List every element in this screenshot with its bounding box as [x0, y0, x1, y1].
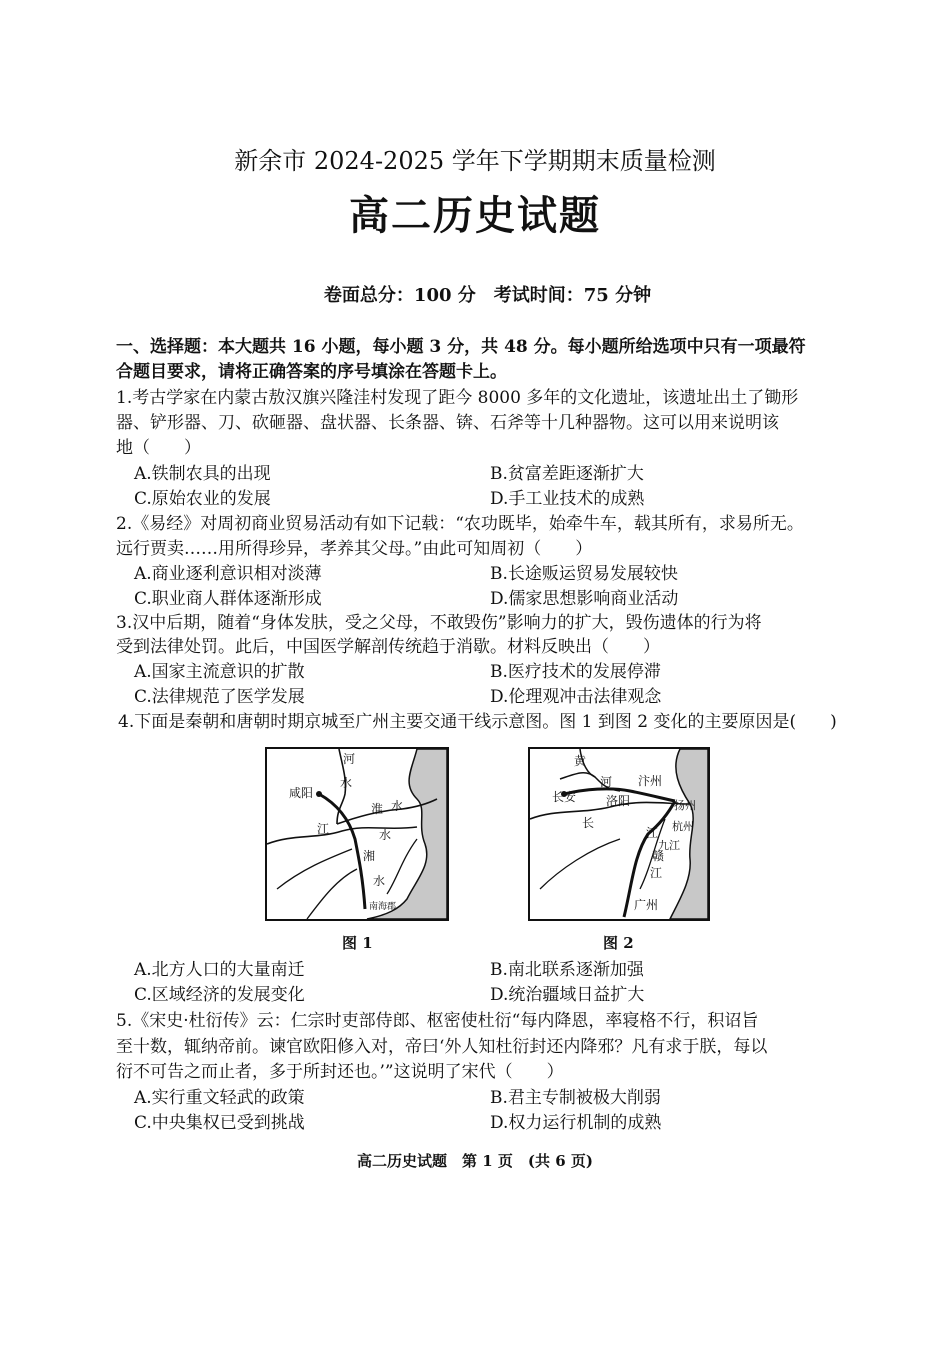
fig2-label-jiang-2: 江	[650, 866, 663, 880]
q2-stem-line1: 2.《易经》对周初商业贸易活动有如下记载：“农功既毕，始牵牛车，载其所有，求易所无。	[116, 514, 804, 534]
fig1-label-jiang: 江	[317, 822, 330, 836]
figure-2-tang-route-map	[528, 747, 710, 921]
fig1-label-nanhaijun: 南海郡	[369, 902, 397, 912]
q3-option-b: B.医疗技术的发展停滞	[490, 662, 661, 682]
figure-1-qin-route-map	[265, 747, 449, 921]
q3-stem-line1: 3.汉中后期，随着“身体发肤，受之父母，不敢毁伤”影响力的扩大，毁伤遗体的行为将	[116, 613, 762, 633]
fig2-label-luoyang: 洛阳	[606, 794, 631, 808]
fig1-label-he: 河	[343, 752, 356, 766]
fig2-label-he: 河	[600, 775, 613, 789]
fig2-label-hangzhou: 杭州	[672, 820, 694, 833]
exam-subtitle: 新余市 2024-2025 学年下学期期末质量检测	[234, 147, 716, 175]
q1-option-b: B.贫富差距逐渐扩大	[490, 464, 644, 484]
q2-option-b: B.长途贩运贸易发展较快	[490, 564, 678, 584]
q3-stem-line2: 受到法律处罚。此后，中国医学解剖传统趋于消歇。材料反映出（ ）	[116, 637, 660, 657]
q1-stem-line3: 地（ ）	[116, 438, 201, 458]
q4-option-d: D.统治疆域日益扩大	[490, 985, 645, 1005]
fig2-label-yangzhou: 扬州	[674, 799, 696, 812]
q1-stem-line1: 1.考古学家在内蒙古敖汉旗兴隆洼村发现了距今 8000 多年的文化遗址，该遗址出土了锄形	[116, 388, 799, 408]
q2-option-a: A.商业逐利意识相对淡薄	[134, 564, 322, 584]
q2-stem-line2: 远行贾卖……用所得珍异，孝养其父母。”由此可知周初（ ）	[116, 539, 593, 559]
q2-option-c: C.职业商人群体逐渐形成	[134, 589, 322, 609]
q1-stem-line2: 器、铲形器、刀、砍砸器、盘状器、长条器、锛、石斧等十几种器物。这可以用来说明该	[116, 413, 779, 433]
fig2-label-jiang-1: 江	[646, 826, 659, 840]
q5-stem-line3: 衍不可告之而止者，多于所封还也。’”这说明了宋代（ ）	[116, 1062, 564, 1082]
figure-2-caption: 图 2	[603, 934, 634, 952]
q4-option-c: C.区域经济的发展变化	[134, 985, 305, 1005]
q1-option-d: D.手工业技术的成熟	[490, 489, 645, 509]
q1-option-c: C.原始农业的发展	[134, 489, 271, 509]
q5-option-b: B.君主专制被极大削弱	[490, 1088, 661, 1108]
page-footer: 高二历史试题 第 1 页 (共 6 页)	[357, 1152, 593, 1170]
q3-option-c: C.法律规范了医学发展	[134, 687, 305, 707]
q5-option-d: D.权力运行机制的成熟	[490, 1113, 662, 1133]
section-heading-line1: 一、选择题：本大题共 16 小题，每小题 3 分，共 48 分。每小题所给选项中只有一项最符	[116, 337, 806, 357]
exam-info: 卷面总分：100 分 考试时间：75 分钟	[323, 285, 652, 306]
q4-option-b: B.南北联系逐渐加强	[490, 960, 644, 980]
q4-option-a: A.北方人口的大量南迁	[134, 960, 305, 980]
fig1-label-xianyang: 咸阳	[289, 786, 314, 800]
fig2-label-huang: 黄	[574, 754, 587, 768]
fig2-label-jiujiang: 九江	[658, 839, 680, 852]
q3-option-a: A.国家主流意识的扩散	[134, 662, 305, 682]
fig2-label-chang: 长	[582, 816, 595, 830]
fig2-label-changan: 长安	[552, 790, 577, 804]
fig1-label-shui-jiang: 水	[379, 828, 392, 842]
q2-option-d: D.儒家思想影响商业活动	[490, 589, 679, 609]
fig1-label-shui-north: 水	[340, 776, 353, 790]
q5-stem-line2: 至十数，辄纳帝前。谏官欧阳修入对，帝曰‘外人知杜衍封还内降邪？凡有求于朕，每以	[116, 1037, 768, 1057]
fig1-label-shui-xiang: 水	[373, 874, 386, 888]
figure-1-caption: 图 1	[342, 934, 373, 952]
q5-option-c: C.中央集权已受到挑战	[134, 1113, 305, 1133]
exam-title: 高二历史试题	[349, 192, 601, 239]
fig1-label-huai: 淮	[371, 802, 384, 816]
q4-stem-line1: 4.下面是秦朝和唐朝时期京城至广州主要交通干线示意图。图 1 到图 2 变化的主要原因是( )	[118, 712, 837, 732]
fig1-label-xiang: 湘	[363, 849, 376, 863]
q3-option-d: D.伦理观冲击法律观念	[490, 687, 662, 707]
fig2-label-guangzhou: 广州	[634, 898, 659, 912]
fig2-label-bianzhou: 汴州	[638, 774, 663, 788]
q5-option-a: A.实行重文轻武的政策	[134, 1088, 305, 1108]
section-heading-line2: 合题目要求，请将正确答案的序号填涂在答题卡上。	[116, 362, 507, 382]
q5-stem-line1: 5.《宋史·杜衍传》云：仁宗时吏部侍郎、枢密使杜衍“每内降恩，率寝格不行，积诏旨	[116, 1011, 759, 1031]
q1-option-a: A.铁制农具的出现	[134, 464, 271, 484]
fig1-label-shui-huai: 水	[391, 799, 404, 813]
fig2-label-gan: 赣	[652, 849, 665, 863]
